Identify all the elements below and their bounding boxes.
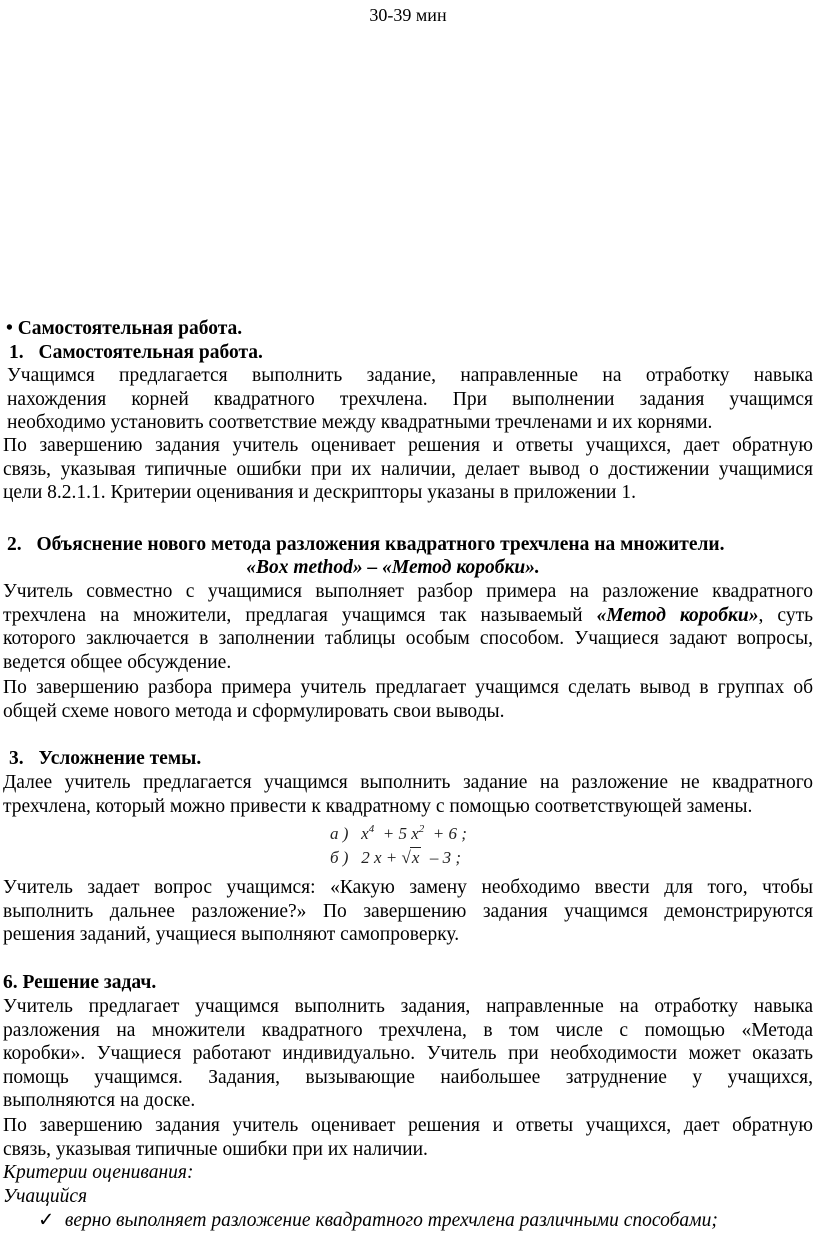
method-name-emphasis: «Метод коробки» <box>596 604 759 626</box>
section-1-number: 1. <box>9 342 24 363</box>
criteria-item-text: верно выполняет разложение квадратного трехчлена различными способами; <box>64 1210 718 1231</box>
criteria-item <box>38 1209 718 1233</box>
formula-a-exponent: 2 <box>418 823 425 835</box>
time-header <box>0 4 816 28</box>
section-2-subtitle <box>0 556 786 580</box>
section-2-heading <box>7 533 725 557</box>
section-6-paragraph-2 <box>3 1114 813 1161</box>
section-1-paragraph-1 <box>7 364 813 435</box>
text-line: необходимо установить соответствие между квадратными тречленами и их корнями. <box>7 412 713 434</box>
student-label-text: Учащийся <box>3 1186 88 1207</box>
text-line: общей схеме нового метода и сформулировать свои выводы. <box>3 700 505 722</box>
section-1-heading <box>9 341 263 365</box>
formula-b-label: б ) <box>330 848 349 867</box>
time-label: 30-39 мин <box>369 5 447 25</box>
section-2-paragraph-1 <box>3 580 813 674</box>
section-3-title: Усложнение темы. <box>38 748 202 769</box>
section-1-title: Самостоятельная работа. <box>38 342 263 363</box>
text-line: трехчлена, который можно привести к квадратному с помощью соответствующей замены. <box>3 795 753 817</box>
formula-b-term: – 3 ; <box>429 848 462 867</box>
section-1-paragraph-2 <box>3 434 813 505</box>
section-3-number: 3. <box>9 748 24 769</box>
formula-a-exponent: 4 <box>368 823 375 835</box>
text-fragment: трехчлена на множители, предлагая учащимся так называемый <box>3 604 583 626</box>
text-line: решения заданий, учащиеся выполняют самопроверку. <box>3 924 460 946</box>
section-3-heading <box>9 747 201 771</box>
student-label <box>3 1185 87 1209</box>
text-line: помощь учащимся. Задания, вызывающие наибольшее затруднение у учащихся, <box>3 1066 813 1088</box>
formula-a <box>330 823 467 844</box>
text-line: Далее учитель предлагается учащимся выполнить задание на разложение не квадратного <box>3 772 813 793</box>
formula-a-label: а ) <box>330 824 349 843</box>
section-3-paragraph-1 <box>3 771 813 818</box>
text-line: Учитель совместно с учащимися выполняет разбор примера на разложение квадратного <box>3 581 813 602</box>
text-line: связь, указывая типичные ошибки при их наличии, делает вывод о достижении учащимися <box>3 458 813 480</box>
text-line: По завершению разбора примера учитель предлагает учащимся сделать вывод в группах об <box>3 677 813 698</box>
formula-a-term: + 6 ; <box>432 824 467 843</box>
formula-b-radicand: x <box>411 848 420 867</box>
formula-a-term: x <box>361 824 369 843</box>
sqrt-icon: √ <box>401 848 411 867</box>
text-line: коробки». Учащиеся работают индивидуально. Учитель при необходимости может оказать <box>3 1043 813 1065</box>
section-6-heading <box>3 971 156 995</box>
text-line: ведется общее обсуждение. <box>3 651 232 673</box>
section-2-title: Объяснение нового метода разложения квадратного трехчлена на множители. <box>36 534 725 555</box>
text-line: которого заключается в заполнении таблицы особым способом. Учащиеся задают вопросы, <box>3 628 813 650</box>
text-line: выполнить дальнее разложение?» По завершению задания учащимся демонстрируются <box>3 900 813 922</box>
criteria-label-text: Критерии оценивания: <box>3 1162 194 1183</box>
text-line: По завершению задания учитель оценивает решения и ответы учащихся, дает обратную <box>3 435 813 456</box>
section-2-subtitle-text: «Box method» – «Метод коробки». <box>246 557 540 578</box>
section-6-paragraph-1 <box>3 995 813 1113</box>
checkmark-icon: ✓ <box>38 1210 55 1231</box>
text-line: выполняются на доске. <box>3 1090 196 1112</box>
text-line: Учащимся предлагается выполнить задание, направленные на отработку навыка <box>7 365 813 386</box>
text-fragment: , суть <box>758 604 813 626</box>
criteria-label <box>3 1161 193 1185</box>
text-line: цели 8.2.1.1. Критерии оценивания и дескрипторы указаны в приложении 1. <box>3 482 636 504</box>
section-6-title: 6. Решение задач. <box>3 972 157 993</box>
text-line <box>3 604 813 628</box>
text-line: нахождения корней квадратного трехчлена. При выполнении задания учащимся <box>7 388 813 410</box>
section-2-paragraph-2 <box>3 676 813 723</box>
formula-b <box>330 848 461 868</box>
text-line: По завершению задания учитель оценивает решения и ответы учащихся, дает обратную <box>3 1115 813 1136</box>
section-2-number: 2. <box>7 534 22 555</box>
section-3-paragraph-2 <box>3 876 813 947</box>
bullet-heading-title: Самостоятельная работа. <box>17 318 243 339</box>
bullet-heading <box>6 317 242 341</box>
text-line: Учитель задает вопрос учащимся: «Какую замену необходимо ввести для того, чтобы <box>3 877 813 898</box>
text-line: Учитель предлагает учащимся выполнить задания, направленные на отработку навыка <box>3 996 813 1017</box>
formula-b-term: 2 x + <box>361 848 398 867</box>
text-line: разложения на множители квадратного трехчлена, в том числе с помощью «Метода <box>3 1019 813 1041</box>
formula-a-term: + 5 x <box>382 824 419 843</box>
bullet-icon: • <box>6 318 13 339</box>
text-line: связь, указывая типичные ошибки при их наличии. <box>3 1138 428 1160</box>
